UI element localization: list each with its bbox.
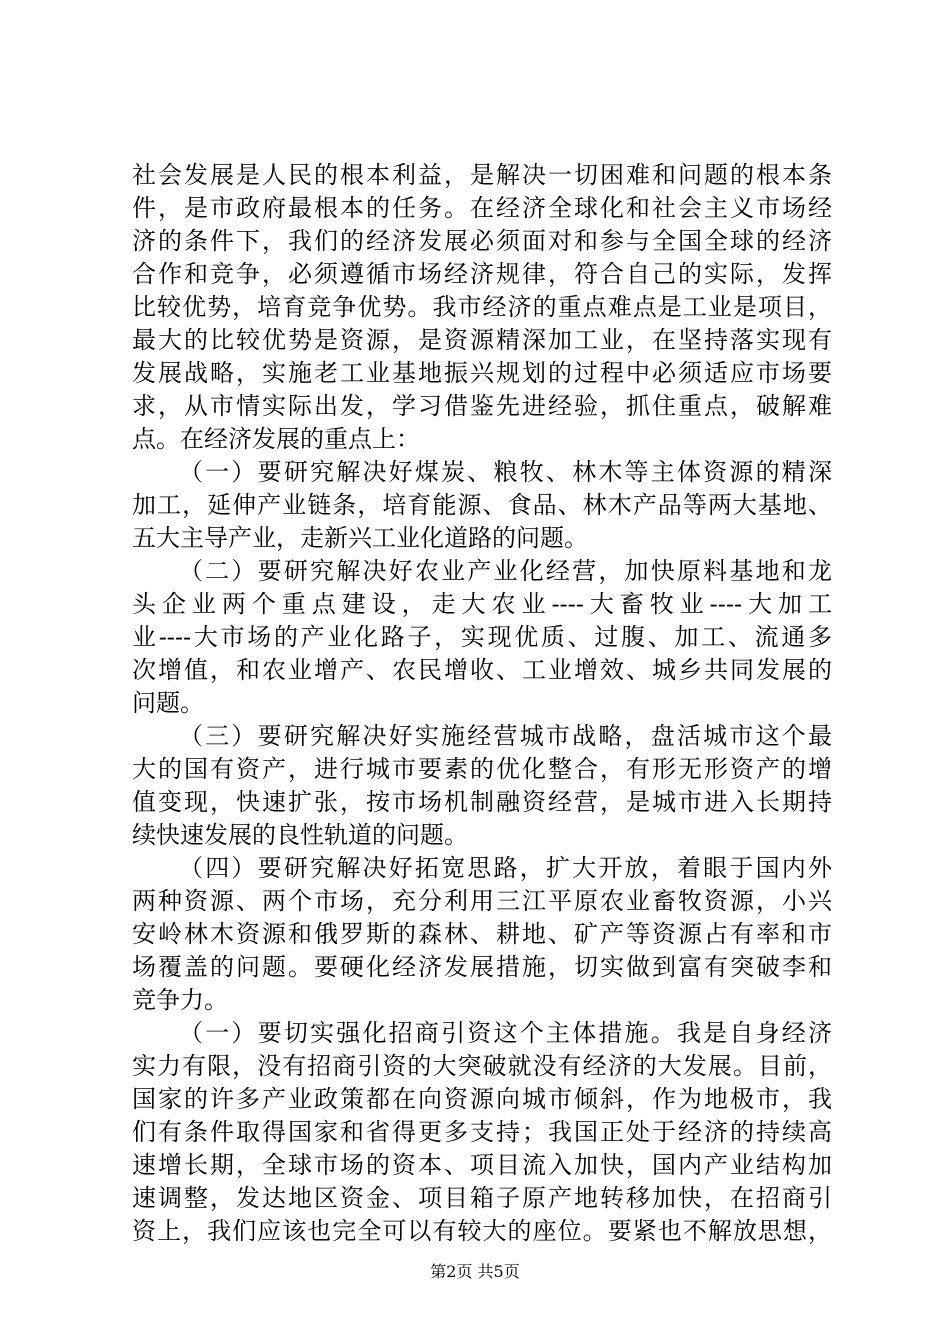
text-line: 实力有限，没有招商引资的大突破就没有经济的大发展。目前， [132, 1052, 832, 1080]
text-line: 发展战略，实施老工业基地振兴规划的过程中必须适应市场要 [132, 359, 832, 387]
text-line: 社会发展是人民的根本利益，是解决一切困难和问题的根本条 [132, 161, 832, 189]
text-line: 大的国有资产，进行城市要素的优化整合，有形无形资产的增 [132, 755, 832, 783]
text-line: 值变现，快速扩张，按市场机制融资经营，是城市进入长期持 [132, 788, 832, 816]
text-line: 问题。 [132, 689, 204, 717]
text-line: 续快速发展的良性轨道的问题。 [132, 821, 468, 849]
text-line: 加工，延伸产业链条，培育能源、食品、林木产品等两大基地、 [132, 491, 832, 519]
page-number-footer: 第2页 共5页 [430, 1262, 520, 1281]
text-line: 济的条件下，我们的经济发展必须面对和参与全国全球的经济 [132, 227, 832, 255]
text-line: 次增值，和农业增产、农民增收、工业增效、城乡共同发展的 [132, 656, 832, 684]
text-line: 资上，我们应该也完全可以有较大的座位。要紧也不解放思想， [132, 1217, 832, 1245]
text-line: （四）要研究解决好拓宽思路，扩大开放，着眼于国内外 [179, 854, 832, 882]
text-line: 场覆盖的问题。要硬化经济发展措施，切实做到富有突破李和 [132, 953, 832, 981]
text-line: 头企业两个重点建设，走大农业----大畜牧业----大加工 [132, 590, 832, 618]
text-line: 两种资源、两个市场，充分利用三江平原农业畜牧资源，小兴 [132, 887, 832, 915]
text-line: （三）要研究解决好实施经营城市战略，盘活城市这个最 [179, 722, 832, 750]
text-line: 速增长期，全球市场的资本、项目流入加快，国内产业结构加 [132, 1151, 832, 1179]
text-line: 速调整，发达地区资金、项目箱子原产地转移加快，在招商引 [132, 1184, 832, 1212]
text-line: 最大的比较优势是资源，是资源精深加工业，在坚持落实现有 [132, 326, 832, 354]
text-line: 国家的许多产业政策都在向资源向城市倾斜，作为地极市，我 [132, 1085, 832, 1113]
text-line: 五大主导产业，走新兴工业化道路的问题。 [132, 524, 588, 552]
text-line: 点。在经济发展的重点上： [132, 425, 420, 453]
text-line: 竞争力。 [132, 986, 228, 1014]
text-line: （一）要切实强化招商引资这个主体措施。我是自身经济 [179, 1019, 832, 1047]
text-line: 件，是市政府最根本的任务。在经济全球化和社会主义市场经 [132, 194, 832, 222]
text-line: 安岭林木资源和俄罗斯的森林、耕地、矿产等资源占有率和市 [132, 920, 832, 948]
body-text [132, 159, 832, 1248]
text-line: 比较优势，培育竞争优势。我市经济的重点难点是工业是项目， [132, 293, 832, 321]
text-line: 合作和竞争，必须遵循市场经济规律，符合自己的实际，发挥 [132, 260, 832, 288]
text-line: 业----大市场的产业化路子，实现优质、过腹、加工、流通多 [132, 623, 832, 651]
text-line: 们有条件取得国家和省得更多支持；我国正处于经济的持续高 [132, 1118, 832, 1146]
text-line: （二）要研究解决好农业产业化经营，加快原料基地和龙 [179, 557, 832, 585]
text-line: （一）要研究解决好煤炭、粮牧、林木等主体资源的精深 [179, 458, 832, 486]
text-line: 求，从市情实际出发，学习借鉴先进经验，抓住重点，破解难 [132, 392, 832, 420]
